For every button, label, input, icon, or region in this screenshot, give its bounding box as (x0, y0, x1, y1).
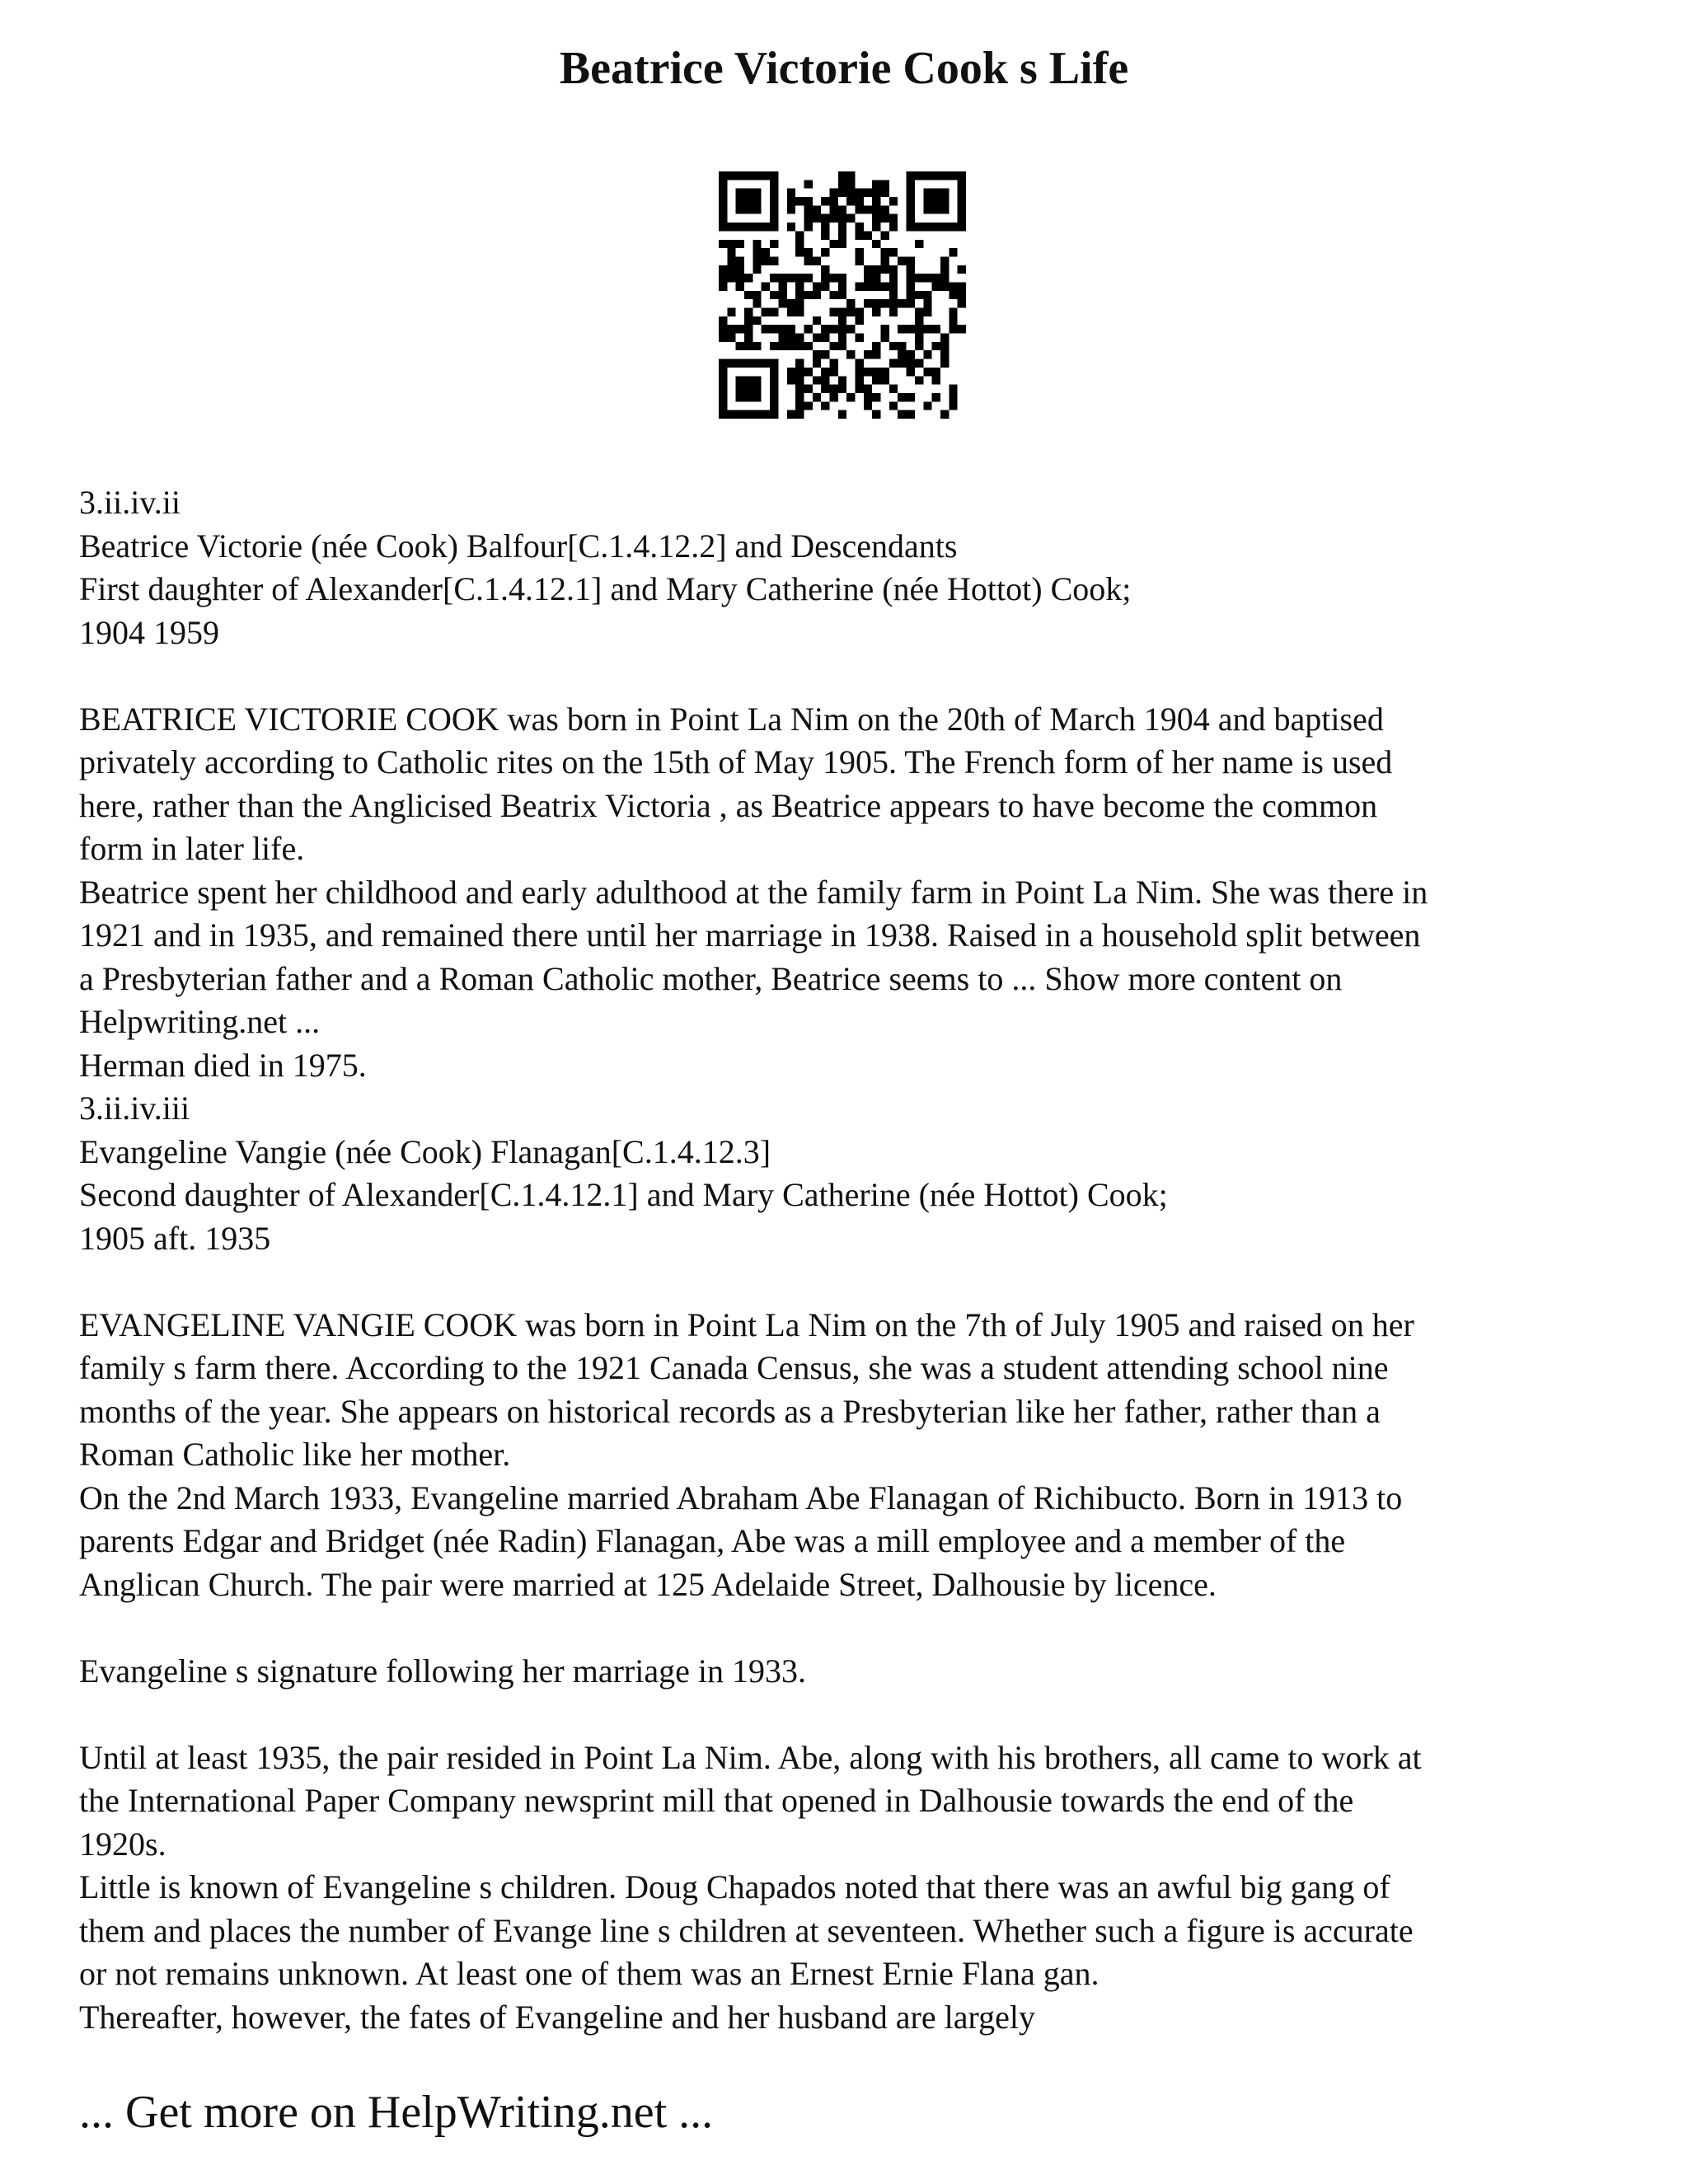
text-line: 3.ii.iv.iii (79, 1090, 190, 1127)
text-line: privately according to Catholic rites on the 15th of May 1905. The French form of her name is used (79, 743, 1393, 780)
text-line: a Presbyterian father and a Roman Catholic mother, Beatrice seems to ... Show more content on (79, 959, 1343, 997)
text-line: months of the year. She appears on historical records as a Presbyterian like her father, rather than a (79, 1392, 1381, 1430)
text-line: or not remains unknown. At least one of them was an Ernest Ernie Flana gan. (79, 1955, 1100, 1992)
text-line: 3.ii.iv.ii (79, 484, 181, 521)
text-line: 1921 and in 1935, and remained there until her marriage in 1938. Raised in a household split between (79, 916, 1421, 954)
text-line: On the 2nd March 1933, Evangeline married Abraham Abe Flanagan of Richibucto. Born in 1913 to (79, 1479, 1403, 1516)
text-line: the International Paper Company newsprint mill that opened in Dalhousie towards the end of the (79, 1782, 1354, 1819)
document-body (79, 481, 1629, 2039)
text-line: Helpwriting.net ... (79, 1003, 321, 1040)
text-line: family s farm there. According to the 1921 Canada Census, she was a student attending school nine (79, 1349, 1389, 1386)
text-line: Roman Catholic like her mother. (79, 1436, 511, 1473)
text-line: Evangeline Vangie (née Cook) Flanagan[C.1.4.12.3] (79, 1132, 771, 1170)
footer-link[interactable]: ... Get more on HelpWriting.net ... (79, 2087, 714, 2138)
qr-code-icon (719, 171, 966, 419)
text-line: them and places the number of Evange line s children at seventeen. Whether such a figure is accurate (79, 1911, 1414, 1949)
text-line: 1904 1959 (79, 613, 219, 651)
paragraph-spacer (79, 1260, 1629, 1304)
text-line: Until at least 1935, the pair resided in Point La Nim. Abe, along with his brothers, all came to work at (79, 1738, 1422, 1776)
text-line: BEATRICE VICTORIE COOK was born in Point La Nim on the 20th of March 1904 and baptised (79, 700, 1384, 738)
text-line: here, rather than the Anglicised Beatrix Victoria , as Beatrice appears to have become the common (79, 786, 1378, 824)
text-line: Beatrice Victorie (née Cook) Balfour[C.1.4.12.2] and Descendants (79, 527, 958, 565)
paragraph-spacer (79, 1693, 1629, 1736)
text-line: EVANGELINE VANGIE COOK was born in Point La Nim on the 7th of July 1905 and raised on her (79, 1305, 1414, 1343)
paragraph-spacer (79, 654, 1629, 698)
text-line: Anglican Church. The pair were married at 125 Adelaide Street, Dalhousie by licence. (79, 1565, 1217, 1603)
text-line: parents Edgar and Bridget (née Radin) Flanagan, Abe was a mill employee and a member of the (79, 1522, 1346, 1559)
text-line: 1905 aft. 1935 (79, 1219, 271, 1257)
text-line: First daughter of Alexander[C.1.4.12.1] and Mary Catherine (née Hottot) Cook; (79, 570, 1132, 607)
text-line: Second daughter of Alexander[C.1.4.12.1] and Mary Catherine (née Hottot) Cook; (79, 1176, 1168, 1213)
text-line: Thereafter, however, the fates of Evangeline and her husband are largely (79, 1998, 1035, 2036)
text-line: 1920s. (79, 1825, 166, 1863)
text-line: Herman died in 1975. (79, 1046, 367, 1084)
text-line: Little is known of Evangeline s children. Doug Chapados noted that there was an awful big gang of (79, 1868, 1390, 1905)
document-title: Beatrice Victorie Cook s Life (559, 43, 1129, 94)
text-line: Beatrice spent her childhood and early adulthood at the family farm in Point La Nim. She was there in (79, 873, 1428, 911)
text-line: Evangeline s signature following her marriage in 1933. (79, 1652, 806, 1690)
text-line: form in later life. (79, 830, 305, 867)
paragraph-spacer (79, 1606, 1629, 1650)
